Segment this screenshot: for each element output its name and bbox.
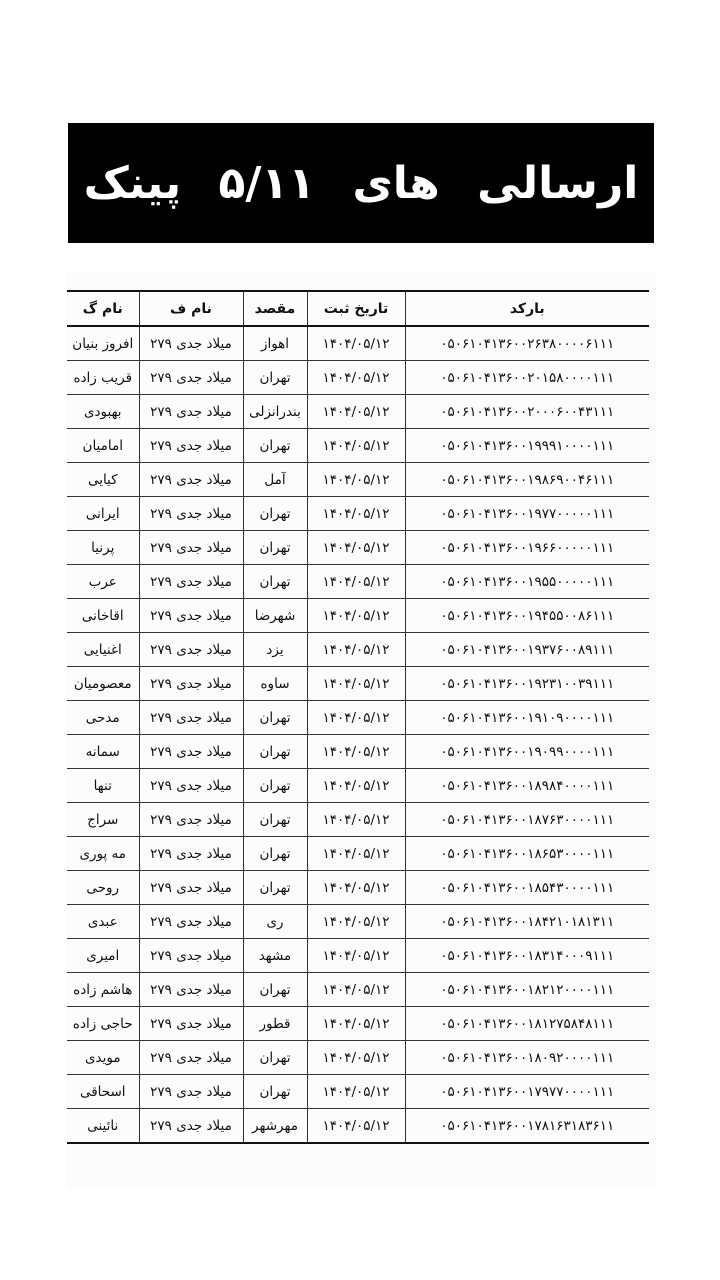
sender-cell: میلاد جدی ۲۷۹ [139, 905, 243, 939]
date-cell: ۱۴۰۴/۰۵/۱۲ [307, 837, 405, 871]
receiver-cell: ایرانی [85, 505, 120, 522]
destination-cell: تهران [243, 1041, 307, 1075]
receiver-cell: سمانه [85, 743, 120, 760]
header-barcode: بارکد [405, 291, 649, 326]
barcode-cell: ۰۵۰۶۱۰۴۱۳۶۰۰۱۹۲۳۱۰۰۳۹۱۱۱ [405, 667, 649, 701]
barcode-cell: ۰۵۰۶۱۰۴۱۳۶۰۰۱۹۴۵۵۰۰۸۶۱۱۱ [405, 599, 649, 633]
table-header-row [67, 291, 649, 326]
receiver-cell: قریب زاده [73, 369, 133, 386]
receiver-cell: روحی [86, 879, 120, 896]
receiver-cell: اغنیایی [83, 641, 122, 658]
barcode-cell: ۰۵۰۶۱۰۴۱۳۶۰۰۱۹۷۷۰۰۰۰۰۱۱۱ [405, 497, 649, 531]
sender-cell: میلاد جدی ۲۷۹ [139, 395, 243, 429]
date-cell: ۱۴۰۴/۰۵/۱۲ [307, 531, 405, 565]
sender-cell: میلاد جدی ۲۷۹ [139, 1109, 243, 1144]
date-cell: ۱۴۰۴/۰۵/۱۲ [307, 633, 405, 667]
table-row [67, 326, 649, 361]
receiver-cell: اقاخانی [81, 607, 124, 624]
receiver-cell: بهبودی [83, 403, 122, 420]
barcode-cell: ۰۵۰۶۱۰۴۱۳۶۰۰۱۹۸۶۹۰۰۴۶۱۱۱ [405, 463, 649, 497]
table-row [67, 769, 649, 803]
header-date: تاریخ ثبت [307, 291, 405, 326]
barcode-cell: ۰۵۰۶۱۰۴۱۳۶۰۰۱۸۱۲۷۵۸۴۸۱۱۱ [405, 1007, 649, 1041]
table-row [67, 871, 649, 905]
sender-cell: میلاد جدی ۲۷۹ [139, 871, 243, 905]
date-cell: ۱۴۰۴/۰۵/۱۲ [307, 599, 405, 633]
destination-cell: تهران [243, 361, 307, 395]
barcode-cell: ۰۵۰۶۱۰۴۱۳۶۰۰۱۹۶۶۰۰۰۰۰۱۱۱ [405, 531, 649, 565]
header-sender: نام ف [139, 291, 243, 326]
date-cell: ۱۴۰۴/۰۵/۱۲ [307, 905, 405, 939]
barcode-cell: ۰۵۰۶۱۰۴۱۳۶۰۰۱۸۴۲۱۰۱۸۱۳۱۱ [405, 905, 649, 939]
barcode-cell: ۰۵۰۶۱۰۴۱۳۶۰۰۱۸۲۱۲۰۰۰۰۱۱۱ [405, 973, 649, 1007]
date-cell: ۱۴۰۴/۰۵/۱۲ [307, 769, 405, 803]
receiver-cell: هاشم زاده [73, 981, 133, 998]
destination-cell: شهرضا [243, 599, 307, 633]
sender-cell: میلاد جدی ۲۷۹ [139, 939, 243, 973]
sender-cell: میلاد جدی ۲۷۹ [139, 429, 243, 463]
table-row [67, 565, 649, 599]
table-row [67, 837, 649, 871]
barcode-cell: ۰۵۰۶۱۰۴۱۳۶۰۰۱۷۸۱۶۳۱۸۳۶۱۱ [405, 1109, 649, 1144]
sender-cell: میلاد جدی ۲۷۹ [139, 633, 243, 667]
sender-cell: میلاد جدی ۲۷۹ [139, 701, 243, 735]
barcode-cell: ۰۵۰۶۱۰۴۱۳۶۰۰۱۷۹۷۷۰۰۰۰۱۱۱ [405, 1075, 649, 1109]
receiver-cell: عبدی [87, 913, 118, 930]
receiver-cell: عرب [88, 573, 117, 590]
barcode-cell: ۰۵۰۶۱۰۴۱۳۶۰۰۱۸۷۶۳۰۰۰۰۱۱۱ [405, 803, 649, 837]
barcode-cell: ۰۵۰۶۱۰۴۱۳۶۰۰۱۹۵۵۰۰۰۰۰۱۱۱ [405, 565, 649, 599]
destination-cell: اهواز [243, 326, 307, 361]
destination-cell: مشهد [243, 939, 307, 973]
date-cell: ۱۴۰۴/۰۵/۱۲ [307, 1041, 405, 1075]
table-row [67, 701, 649, 735]
destination-cell: آمل [243, 463, 307, 497]
destination-cell: تهران [243, 837, 307, 871]
sender-cell: میلاد جدی ۲۷۹ [139, 463, 243, 497]
barcode-cell: ۰۵۰۶۱۰۴۱۳۶۰۰۱۸۶۵۳۰۰۰۰۱۱۱ [405, 837, 649, 871]
receiver-cell: معصومیان [73, 675, 132, 692]
sender-cell: میلاد جدی ۲۷۹ [139, 667, 243, 701]
destination-cell: ساوه [243, 667, 307, 701]
table-row [67, 905, 649, 939]
barcode-cell: ۰۵۰۶۱۰۴۱۳۶۰۰۱۹۹۹۱۰۰۰۰۱۱۱ [405, 429, 649, 463]
date-cell: ۱۴۰۴/۰۵/۱۲ [307, 326, 405, 361]
destination-cell: بندرانزلی [243, 395, 307, 429]
sender-cell: میلاد جدی ۲۷۹ [139, 973, 243, 1007]
destination-cell: تهران [243, 565, 307, 599]
table-row [67, 1007, 649, 1041]
date-cell: ۱۴۰۴/۰۵/۱۲ [307, 1075, 405, 1109]
page-title: ارسالی های ۵/۱۱ پینک [83, 157, 639, 209]
sender-cell: میلاد جدی ۲۷۹ [139, 803, 243, 837]
destination-cell: تهران [243, 1075, 307, 1109]
destination-cell: تهران [243, 531, 307, 565]
date-cell: ۱۴۰۴/۰۵/۱۲ [307, 939, 405, 973]
date-cell: ۱۴۰۴/۰۵/۱۲ [307, 735, 405, 769]
table-row [67, 463, 649, 497]
sender-cell: میلاد جدی ۲۷۹ [139, 1041, 243, 1075]
header-destination: مقصد [243, 291, 307, 326]
header-receiver: نام گ [82, 300, 123, 317]
barcode-cell: ۰۵۰۶۱۰۴۱۳۶۰۰۲۶۳۸۰۰۰۰۶۱۱۱ [405, 326, 649, 361]
barcode-cell: ۰۵۰۶۱۰۴۱۳۶۰۰۲۰۰۰۶۰۰۴۳۱۱۱ [405, 395, 649, 429]
table-row [67, 1041, 649, 1075]
barcode-cell: ۰۵۰۶۱۰۴۱۳۶۰۰۱۹۱۰۹۰۰۰۰۱۱۱ [405, 701, 649, 735]
date-cell: ۱۴۰۴/۰۵/۱۲ [307, 497, 405, 531]
barcode-cell: ۰۵۰۶۱۰۴۱۳۶۰۰۱۹۳۷۶۰۰۸۹۱۱۱ [405, 633, 649, 667]
table-row [67, 429, 649, 463]
receiver-cell: پرنیا [91, 539, 115, 556]
table-row [67, 667, 649, 701]
sender-cell: میلاد جدی ۲۷۹ [139, 735, 243, 769]
destination-cell: قطور [243, 1007, 307, 1041]
destination-cell: تهران [243, 735, 307, 769]
destination-cell: تهران [243, 769, 307, 803]
table-row [67, 633, 649, 667]
table-row [67, 599, 649, 633]
receiver-cell: افروز بنیان [72, 335, 134, 352]
date-cell: ۱۴۰۴/۰۵/۱۲ [307, 565, 405, 599]
destination-cell: تهران [243, 701, 307, 735]
receiver-cell: حاجی زاده [72, 1015, 133, 1032]
title-banner [68, 123, 654, 243]
barcode-cell: ۰۵۰۶۱۰۴۱۳۶۰۰۱۹۰۹۹۰۰۰۰۱۱۱ [405, 735, 649, 769]
sender-cell: میلاد جدی ۲۷۹ [139, 326, 243, 361]
sender-cell: میلاد جدی ۲۷۹ [139, 531, 243, 565]
sender-cell: میلاد جدی ۲۷۹ [139, 1075, 243, 1109]
sender-cell: میلاد جدی ۲۷۹ [139, 1007, 243, 1041]
receiver-cell: مه پوری [79, 845, 127, 862]
destination-cell: تهران [243, 497, 307, 531]
table-row [67, 531, 649, 565]
table-row [67, 939, 649, 973]
destination-cell: یزد [243, 633, 307, 667]
date-cell: ۱۴۰۴/۰۵/۱۲ [307, 667, 405, 701]
receiver-cell: سراج [87, 811, 119, 828]
receiver-cell: کیایی [87, 471, 118, 488]
date-cell: ۱۴۰۴/۰۵/۱۲ [307, 1109, 405, 1144]
date-cell: ۱۴۰۴/۰۵/۱۲ [307, 463, 405, 497]
receiver-cell: امامیان [82, 437, 123, 454]
date-cell: ۱۴۰۴/۰۵/۱۲ [307, 701, 405, 735]
sender-cell: میلاد جدی ۲۷۹ [139, 361, 243, 395]
table-row [67, 361, 649, 395]
date-cell: ۱۴۰۴/۰۵/۱۲ [307, 361, 405, 395]
table-row [67, 1075, 649, 1109]
sender-cell: میلاد جدی ۲۷۹ [139, 565, 243, 599]
barcode-cell: ۰۵۰۶۱۰۴۱۳۶۰۰۱۸۰۹۲۰۰۰۰۱۱۱ [405, 1041, 649, 1075]
date-cell: ۱۴۰۴/۰۵/۱۲ [307, 871, 405, 905]
receiver-cell: اسحاقی [79, 1083, 126, 1100]
destination-cell: مهرشهر [243, 1109, 307, 1144]
table-row [67, 735, 649, 769]
destination-cell: ری [243, 905, 307, 939]
table-row [67, 395, 649, 429]
receiver-cell: نائینی [87, 1117, 119, 1134]
table-row [67, 497, 649, 531]
receiver-cell: مدحی [85, 709, 120, 726]
date-cell: ۱۴۰۴/۰۵/۱۲ [307, 803, 405, 837]
barcode-cell: ۰۵۰۶۱۰۴۱۳۶۰۰۱۸۳۱۴۰۰۰۹۱۱۱ [405, 939, 649, 973]
shipments-table [67, 290, 649, 1144]
date-cell: ۱۴۰۴/۰۵/۱۲ [307, 973, 405, 1007]
sender-cell: میلاد جدی ۲۷۹ [139, 837, 243, 871]
destination-cell: تهران [243, 871, 307, 905]
table-row [67, 1109, 649, 1144]
table-row [67, 973, 649, 1007]
table-row [67, 803, 649, 837]
barcode-cell: ۰۵۰۶۱۰۴۱۳۶۰۰۱۸۵۴۳۰۰۰۰۱۱۱ [405, 871, 649, 905]
destination-cell: تهران [243, 429, 307, 463]
sender-cell: میلاد جدی ۲۷۹ [139, 497, 243, 531]
receiver-cell: امیری [86, 947, 120, 964]
barcode-cell: ۰۵۰۶۱۰۴۱۳۶۰۰۲۰۱۵۸۰۰۰۰۱۱۱ [405, 361, 649, 395]
receiver-cell: تنها [93, 777, 112, 794]
sender-cell: میلاد جدی ۲۷۹ [139, 599, 243, 633]
sender-cell: میلاد جدی ۲۷۹ [139, 769, 243, 803]
date-cell: ۱۴۰۴/۰۵/۱۲ [307, 395, 405, 429]
barcode-cell: ۰۵۰۶۱۰۴۱۳۶۰۰۱۸۹۸۴۰۰۰۰۱۱۱ [405, 769, 649, 803]
receiver-cell: مویدی [84, 1049, 121, 1066]
destination-cell: تهران [243, 973, 307, 1007]
date-cell: ۱۴۰۴/۰۵/۱۲ [307, 1007, 405, 1041]
date-cell: ۱۴۰۴/۰۵/۱۲ [307, 429, 405, 463]
destination-cell: تهران [243, 803, 307, 837]
